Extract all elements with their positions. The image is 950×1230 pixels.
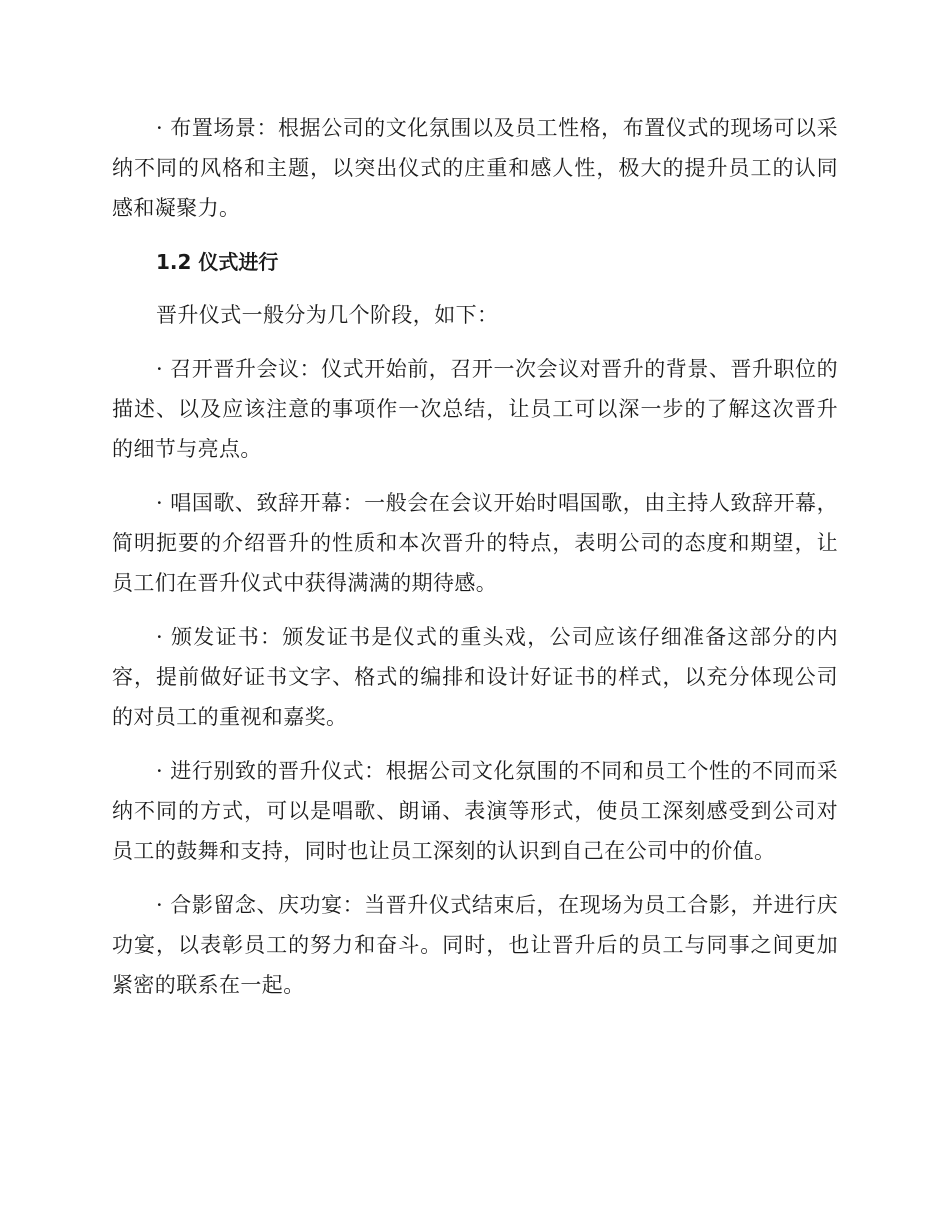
paragraph-ceremony: · 进行别致的晋升仪式：根据公司文化氛围的不同和员工个性的不同而采纳不同的方式，可以是唱歌、朗诵、表演等形式，使员工深刻感受到公司对员工的鼓舞和支持，同时也让员工深刻的认识到自己在公司中的价值。 bbox=[112, 759, 838, 863]
document-body bbox=[112, 108, 838, 1019]
paragraph-scene-setup: · 布置场景：根据公司的文化氛围以及员工性格，布置仪式的现场可以采纳不同的风格和主题，以突出仪式的庄重和感人性，极大的提升员工的认同感和凝聚力。 bbox=[112, 116, 838, 220]
paragraph-anthem-opening: · 唱国歌、致辞开幕：一般会在会议开始时唱国歌，由主持人致辞开幕，简明扼要的介绍晋升的性质和本次晋升的特点，表明公司的态度和期望，让员工们在晋升仪式中获得满满的期待感。 bbox=[112, 491, 838, 595]
paragraph-intro: 晋升仪式一般分为几个阶段，如下： bbox=[156, 303, 499, 327]
paragraph-photo-banquet: · 合影留念、庆功宴：当晋升仪式结束后，在现场为员工合影，并进行庆功宴，以表彰员工的努力和奋斗。同时，也让晋升后的员工与同事之间更加紧密的联系在一起。 bbox=[112, 893, 838, 997]
paragraph-meeting: · 召开晋升会议：仪式开始前，召开一次会议对晋升的背景、晋升职位的描述、以及应该注意的事项作一次总结，让员工可以深一步的了解这次晋升的细节与亮点。 bbox=[112, 357, 838, 461]
section-heading: 1.2 仪式进行 bbox=[156, 250, 279, 274]
paragraph-certificates: · 颁发证书：颁发证书是仪式的重头戏，公司应该仔细准备这部分的内容，提前做好证书文字、格式的编排和设计好证书的样式，以充分体现公司的对员工的重视和嘉奖。 bbox=[112, 625, 838, 729]
